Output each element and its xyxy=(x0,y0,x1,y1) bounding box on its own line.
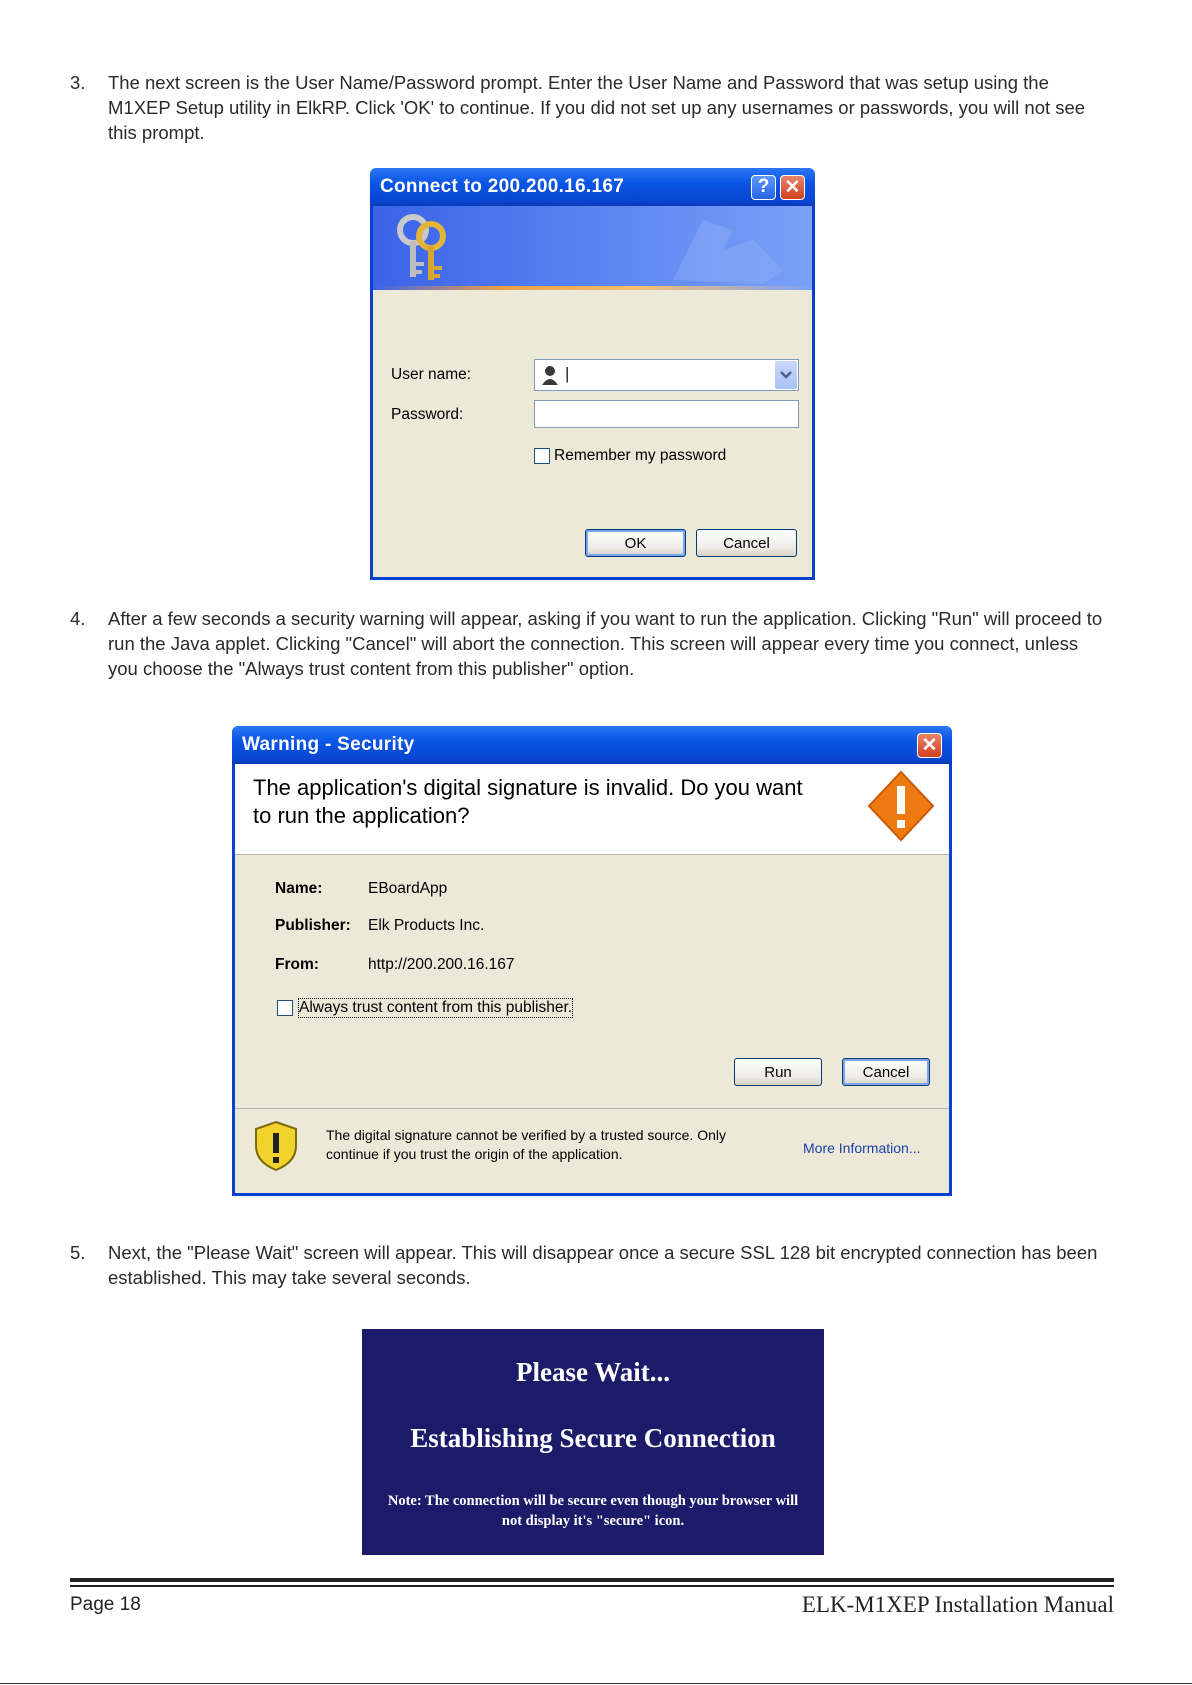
establishing-connection-text: Establishing Secure Connection xyxy=(410,1423,776,1453)
step-3 xyxy=(70,70,1110,145)
shield-warning-icon xyxy=(253,1120,299,1172)
name-value: EBoardApp xyxy=(368,880,448,897)
keys-icon xyxy=(391,212,457,284)
manual-title: ELK-M1XEP Installation Manual xyxy=(801,1592,1114,1617)
ok-button[interactable]: OK xyxy=(585,529,686,557)
remember-password-checkbox[interactable] xyxy=(534,448,550,464)
step-number: 3. xyxy=(70,72,86,93)
publisher-label: Publisher: xyxy=(275,917,351,934)
close-button[interactable]: ✕ xyxy=(917,733,942,758)
more-information-link[interactable]: More Information... xyxy=(803,1140,921,1156)
login-body xyxy=(373,206,812,577)
step-text: After a few seconds a security warning will appear, asking if you want to run the application. Clicking "Run" will proceed to run the Java applet. Clicking "Cancel" will abort the connection. This screen will appear every time you connect, unless you choose the "Always trust content from this publisher" option. xyxy=(108,608,1103,679)
banner-stripe xyxy=(373,286,812,290)
step-text: The next screen is the User Name/Password prompt. Enter the User Name and Password that was setup using the M1XEP Setup utility in ElkRP. Click 'OK' to continue. If you did not set up any usernames or passwords, you will not see this prompt. xyxy=(108,72,1086,143)
help-button[interactable]: ? xyxy=(751,175,776,200)
banner-watermark-icon xyxy=(663,210,803,286)
page-number: Page 18 xyxy=(70,1594,141,1615)
step-number: 5. xyxy=(70,1242,86,1263)
login-dialog xyxy=(370,168,815,580)
cancel-button[interactable]: Cancel xyxy=(842,1058,930,1086)
dropdown-button[interactable] xyxy=(775,361,797,389)
run-button[interactable]: Run xyxy=(734,1058,822,1086)
step-number: 4. xyxy=(70,608,86,629)
security-heading: The application's digital signature is invalid. Do you want to run the application? xyxy=(253,775,803,828)
always-trust-checkbox[interactable] xyxy=(277,1000,293,1016)
please-wait-title: Please Wait... xyxy=(516,1357,670,1387)
user-name-value: | xyxy=(565,364,570,383)
password-label: Password: xyxy=(391,406,464,423)
remember-password-label: Remember my password xyxy=(554,447,727,464)
divider xyxy=(235,1108,949,1109)
always-trust-label[interactable]: Always trust content from this publisher. xyxy=(299,999,573,1016)
secure-note: Note: The connection will be secure even though your browser will not display it's "secure" icon. xyxy=(387,1493,799,1529)
step-5 xyxy=(70,1240,1110,1290)
security-dialog xyxy=(232,726,952,1196)
from-label: From: xyxy=(275,956,319,973)
login-title-bar xyxy=(370,168,815,206)
security-body xyxy=(235,764,949,1193)
cancel-button[interactable]: Cancel xyxy=(696,529,797,557)
footer-rule-thick xyxy=(70,1578,1114,1582)
security-title-bar xyxy=(232,726,952,764)
footer-rule-thin xyxy=(70,1585,1114,1587)
step-text: Next, the "Please Wait" screen will appear. This will disappear once a secure SSL 128 bit encrypted connection has been established. This may take several seconds. xyxy=(108,1242,1098,1288)
login-banner xyxy=(373,206,812,290)
user-name-combobox[interactable] xyxy=(534,359,799,391)
close-button[interactable]: ✕ xyxy=(780,175,805,200)
from-value: http://200.200.16.167 xyxy=(368,956,515,973)
warning-diamond-icon xyxy=(865,768,937,844)
publisher-value: Elk Products Inc. xyxy=(368,917,485,934)
please-wait-panel xyxy=(362,1329,824,1555)
security-title: Warning - Security xyxy=(242,734,415,755)
page-bottom-edge xyxy=(0,1683,1192,1684)
chevron-down-icon xyxy=(775,361,797,389)
step-4 xyxy=(70,606,1110,681)
login-title: Connect to 200.200.16.167 xyxy=(380,176,625,197)
password-field[interactable] xyxy=(534,400,799,428)
user-name-label: User name: xyxy=(391,366,472,383)
user-icon xyxy=(540,364,560,386)
name-label: Name: xyxy=(275,880,323,897)
security-header xyxy=(235,764,949,855)
signature-note: The digital signature cannot be verified by a trusted source. Only continue if you trust the origin of the application. xyxy=(326,1127,726,1162)
